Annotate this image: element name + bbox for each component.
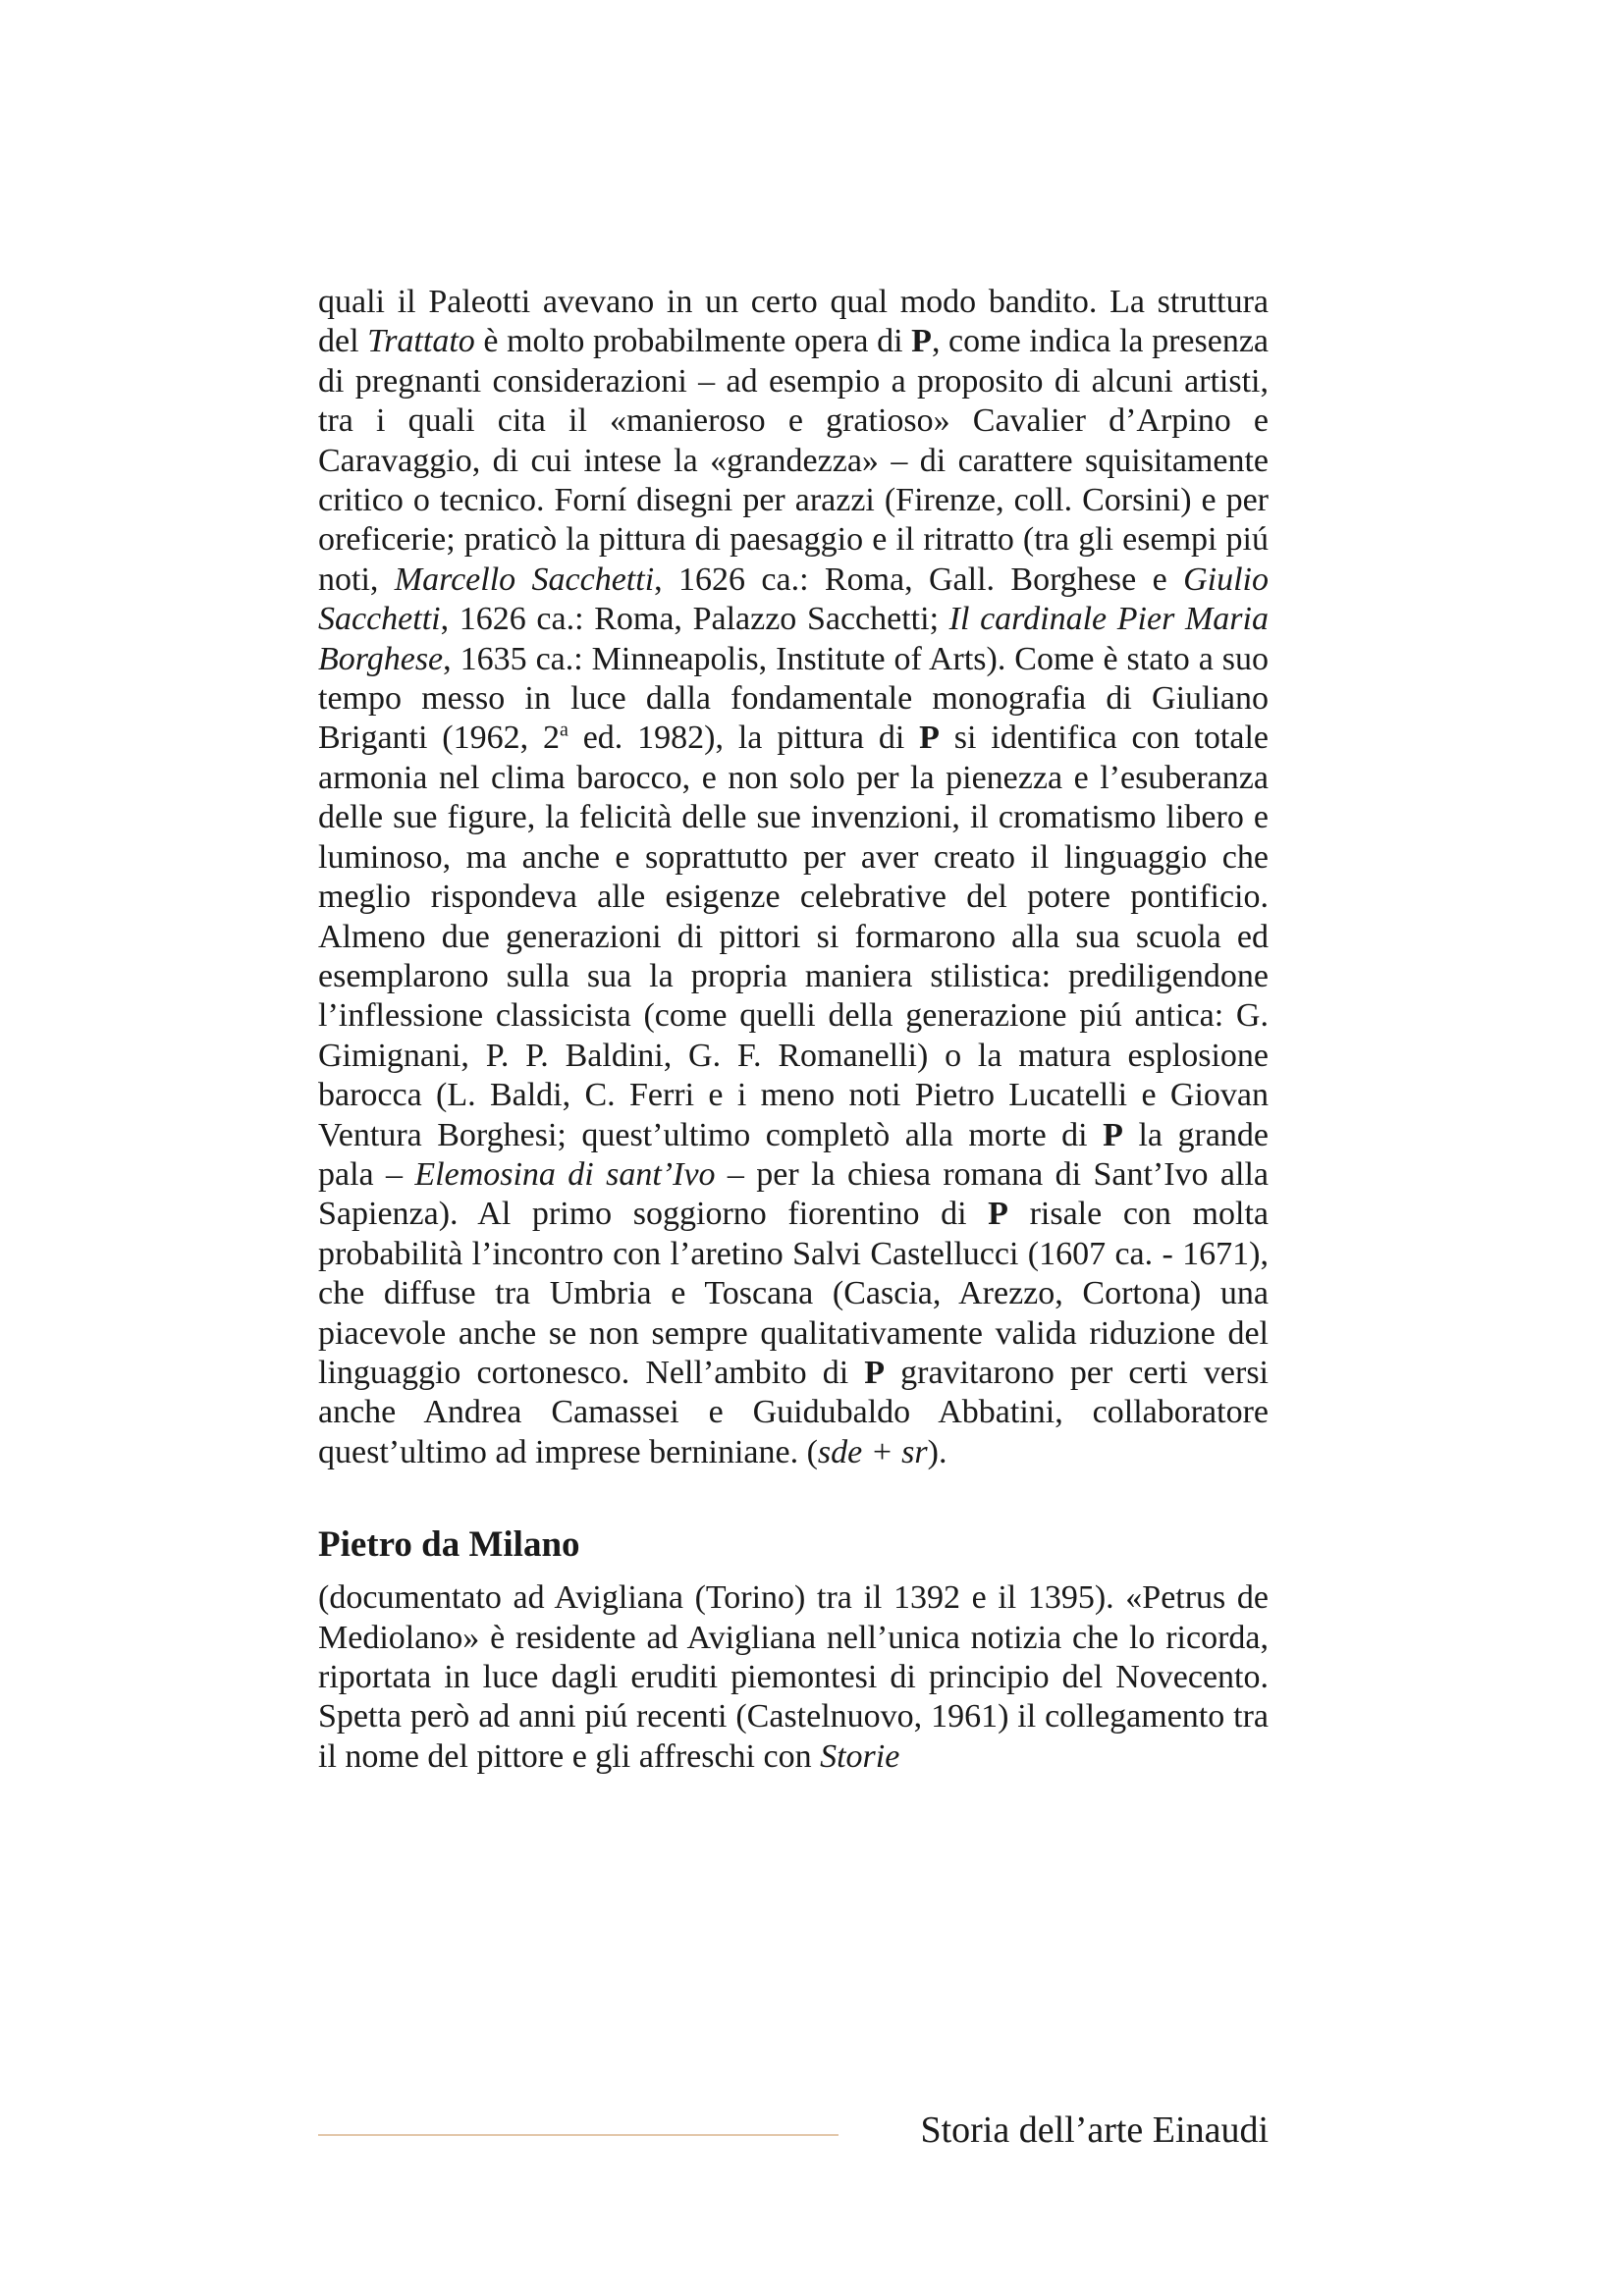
text-run: risale con molta probabilità l’incontro con l’aretino Salvi Castellucci (1607 ca. - 1671), che diffuse tra Umbria e Toscana (Cascia, Arezzo, Cortona) una piacevole anche se non sempre qualitativamente valida riduzione del linguaggio cortonesco. Nell’ambito di xyxy=(318,1196,1269,1391)
author-initials: sde + sr xyxy=(817,1433,928,1470)
text-run: , 1626 ca.: Roma, Gall. Borghese e xyxy=(654,561,1184,598)
bold-abbrev-p: P xyxy=(919,720,940,757)
text-run: (documentato ad Avigliana (Torino) tra il 1392 e il 1395). «Petrus de Mediolano» è residente ad Avigliana nell’unica notizia che lo ricorda, riportata in luce dagli eruditi piemontesi di principio del Novecento. Spetta però ad anni piú recenti (Castelnuovo, 1961) il collegamento tra il nome del pittore e gli affreschi con xyxy=(318,1579,1269,1775)
text-run: ). xyxy=(927,1433,947,1470)
bold-abbrev-p: P xyxy=(864,1354,886,1391)
text-run: , 1635 ca.: Minneapolis, Institute of Arts). Come è stato a suo tempo messo in luce dalla fondamentale monografia di Giuliano Briganti (1962, 2 xyxy=(318,640,1269,757)
bold-abbrev-p: P xyxy=(988,1196,1008,1233)
text-run: la grande pala – xyxy=(318,1116,1270,1193)
page-footer xyxy=(318,2101,1269,2160)
page-body xyxy=(318,283,1269,1777)
paragraph-pietro-da-milano xyxy=(318,1578,1269,1777)
text-run: – per la chiesa romana di Sant’Ivo alla Sapienza). Al primo soggiorno fiorentino di xyxy=(318,1155,1269,1233)
bold-abbrev-p: P xyxy=(911,323,932,360)
text-run: , 1626 ca.: Roma, Palazzo Sacchetti; xyxy=(440,601,949,638)
italic-title-marcello-sacchetti: Marcello Sacchetti xyxy=(394,561,655,598)
text-run: , come indica la presenza di pregnanti considerazioni – ad esempio a proposito di alcuni artisti, tra i quali cita il «manieroso e gratioso» Cavalier d’Arpino e Caravaggio, di cui intese la «grandezza» – di carattere squisitamente critico o tecnico. Forní disegni per arazzi (Firenze, coll. Corsini) e per oreficerie; praticò la pittura di paesaggio e il ritratto (tra gli esempi piú noti, xyxy=(318,323,1270,598)
text-run: è molto probabilmente opera di xyxy=(474,323,912,360)
italic-title-trattato: Trattato xyxy=(367,323,475,360)
superscript-a: a xyxy=(559,720,568,742)
entry-heading: Pietro da Milano xyxy=(318,1524,580,1566)
italic-title-elemosina: Elemosina di sant’Ivo xyxy=(414,1155,716,1193)
footer-rule xyxy=(318,2134,839,2136)
italic-title-storie: Storie xyxy=(820,1737,900,1775)
bold-abbrev-p: P xyxy=(1103,1116,1123,1153)
paragraph-pietro-da-cortona-cont xyxy=(318,283,1269,1472)
text-run: quali il Paleotti avevano in un certo qual modo bandito. La struttura del xyxy=(318,284,1269,360)
italic-title-giulio-sacchetti: Giulio Sacchetti xyxy=(318,561,1269,638)
text-run: gravitarono per certi versi anche Andrea Camassei e Guidubaldo Abbatini, collaboratore quest’ultimo ad imprese berniniane. ( xyxy=(318,1354,1269,1470)
text-run: ed. 1982), la pittura di xyxy=(568,720,920,757)
text-run: si identifica con totale armonia nel clima barocco, e non solo per la pienezza e l’esuberanza delle sue figure, la felicità delle sue invenzioni, il cromatismo libero e luminoso, ma anche e soprattutto per aver creato il linguaggio che meglio rispondeva alle esigenze celebrative del potere pontificio. Almeno due generazioni di pittori si formarono alla sua scuola ed esemplarono sulla sua la propria maniera stilistica: prediligendone l’inflessione classicista (come quelli della generazione piú antica: G. Gimignani, P. P. Baldini, G. F. Romanelli) o la matura esplosione barocca (L. Baldi, C. Ferri e i meno noti Pietro Lucatelli e Giovan Ventura Borghesi; quest’ultimo completò alla morte di xyxy=(318,720,1269,1153)
italic-title-cardinale: Il cardinale Pier Maria Borghese xyxy=(318,601,1269,677)
footer-publication-title: Storia dell’arte Einaudi xyxy=(920,2109,1269,2151)
